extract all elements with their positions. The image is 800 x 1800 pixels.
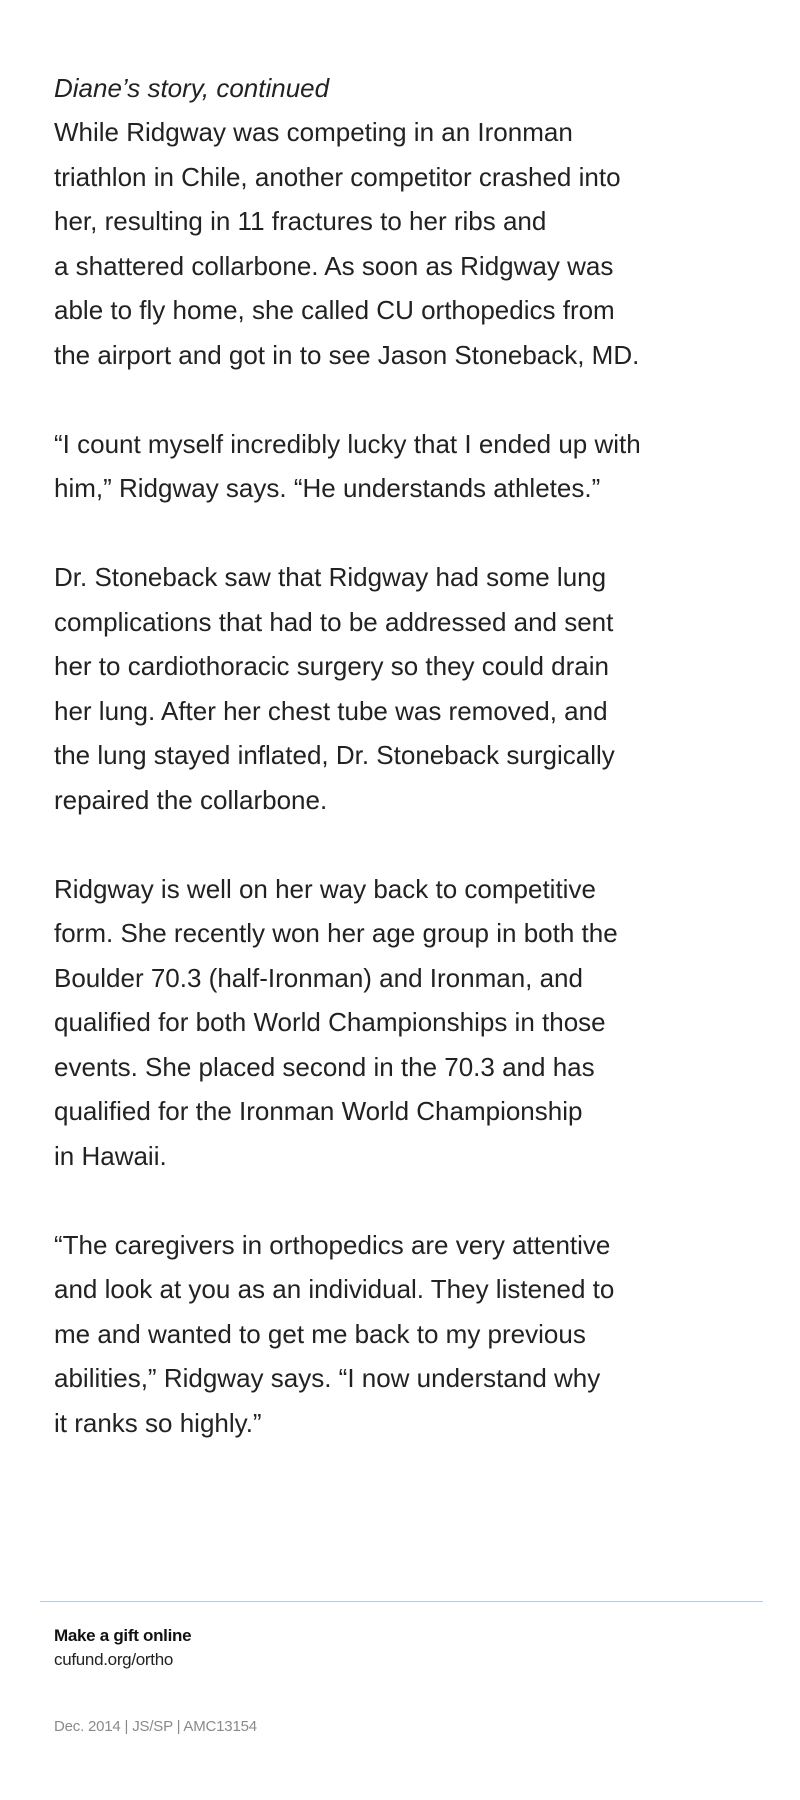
story-paragraph-2: “I count myself incredibly lucky that I ended up with him,” Ridgway says. “He understands athletes.” — [54, 428, 641, 503]
story-paragraph-1: While Ridgway was competing in an Ironman triathlon in Chile, another competitor crashed into her, resulting in 11 fractures to her ribs and a shattered collarbone. As soon as Ridgway was able to fly home, she called CU orthopedics from the airport and got in to see Jason Stoneback, MD. — [54, 117, 640, 370]
story-paragraph-3: Dr. Stoneback saw that Ridgway had some lung complications that had to be addressed and sent her to cardiothoracic surgery so they could drain her lung. After her chest tube was removed, and the lung stayed inflated, Dr. Stoneback surgically repaired the collarbone. — [54, 562, 615, 815]
footer-code: Dec. 2014 | JS/SP | AMC13154 — [54, 1718, 257, 1735]
story-paragraph-5: “The caregivers in orthopedics are very attentive and look at you as an individual. They listened to me and wanted to get me back to my previous abilities,” Ridgway says. “I now understand why it ranks so highly.” — [54, 1229, 615, 1438]
gift-title: Make a gift online — [54, 1626, 192, 1645]
gift-block — [54, 1624, 191, 1672]
footer-divider — [40, 1601, 763, 1602]
story-paragraph-4: Ridgway is well on her way back to competitive form. She recently won her age group in both the Boulder 70.3 (half-Ironman) and Ironman, and qualified for both World Championships in those events. She placed second in the 70.3 and has qualified for the Ironman World Championship in Hawaii. — [54, 873, 618, 1171]
gift-url-link[interactable]: cufund.org/ortho — [54, 1650, 174, 1669]
story-content — [54, 66, 754, 1490]
story-heading: Diane’s story, continued — [54, 73, 330, 103]
